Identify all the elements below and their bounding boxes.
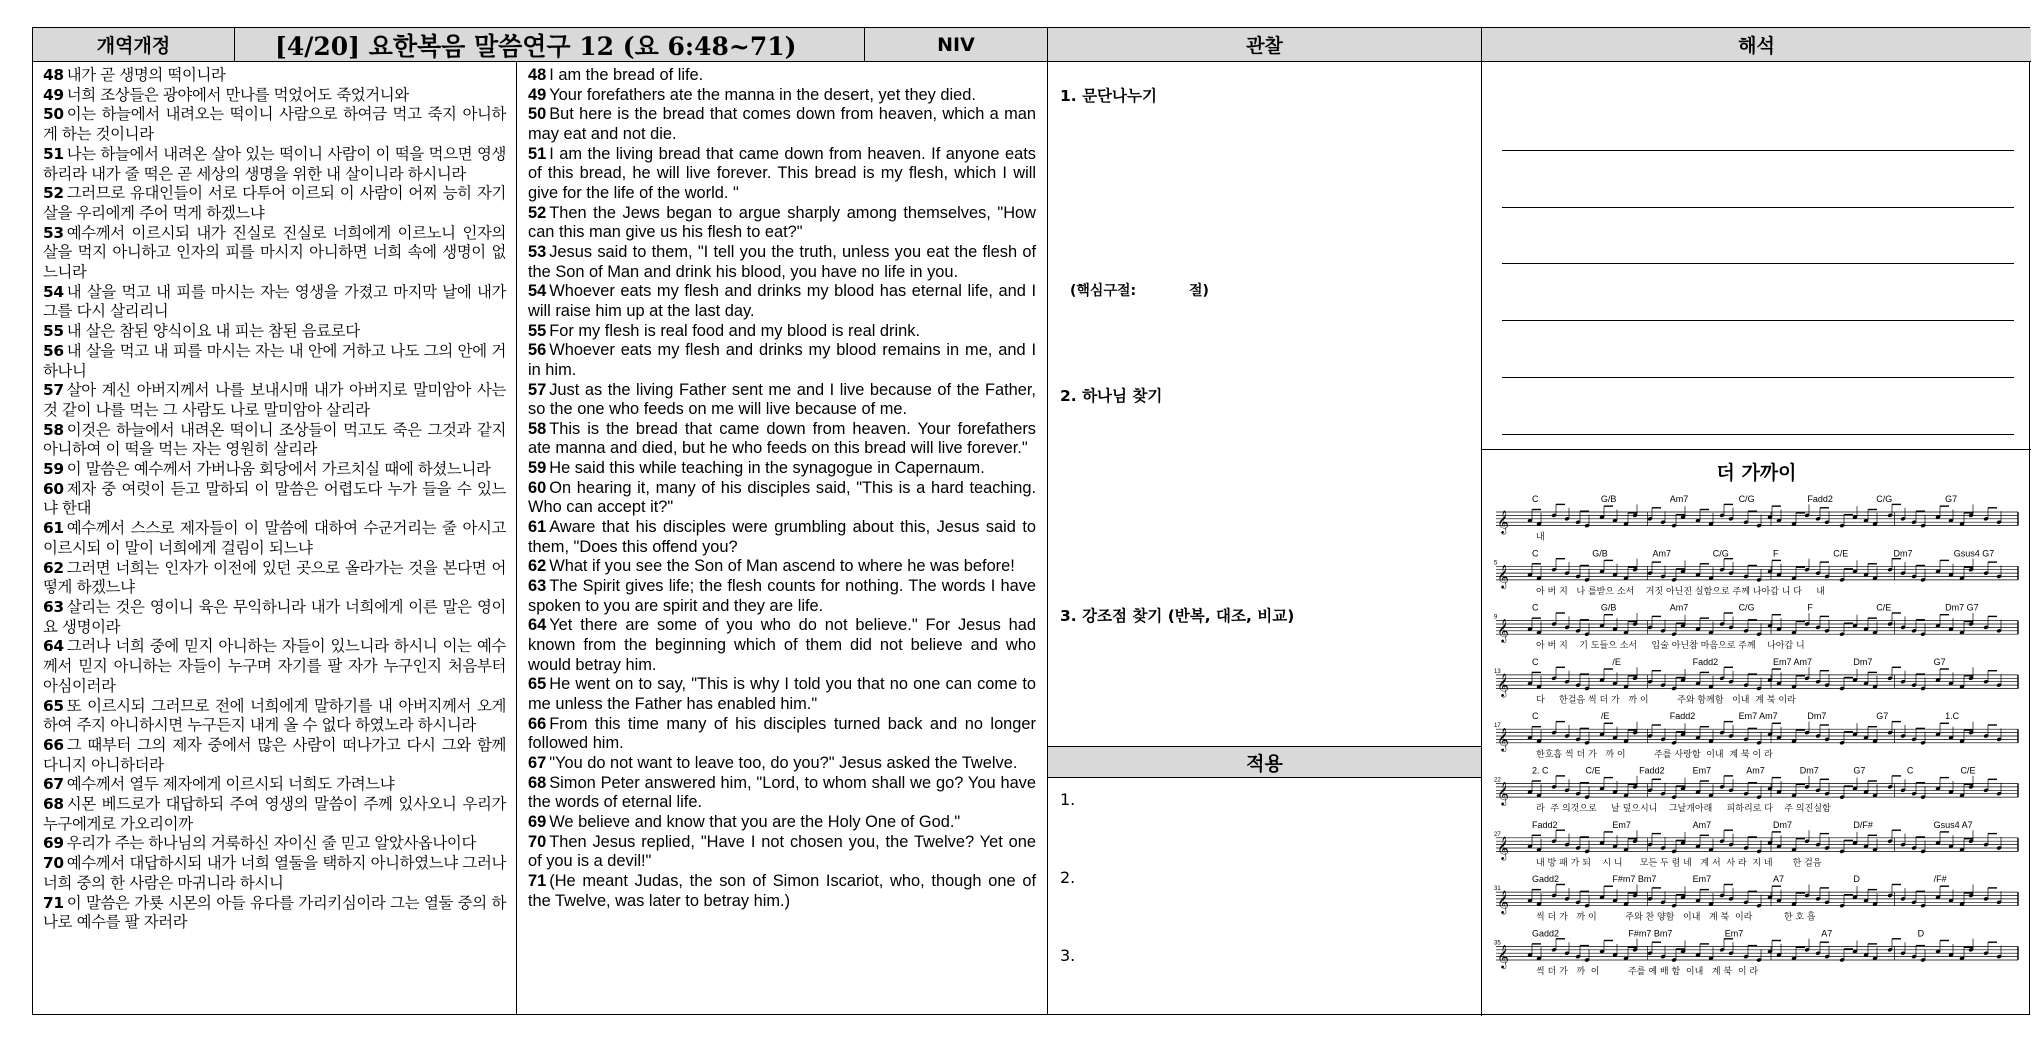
verse-number: 60 — [43, 479, 64, 498]
verse-text: 너희 조상들은 광야에서 만나를 먹었어도 죽었거니와 — [66, 85, 409, 104]
verse — [43, 637, 506, 696]
verse — [43, 795, 506, 834]
chord-symbol: C — [1532, 548, 1539, 559]
chord-symbol: Em7 — [1692, 765, 1712, 776]
treble-clef: 𝄞 — [1497, 889, 1509, 914]
verse-number: 54 — [43, 282, 64, 301]
music-system — [1494, 766, 2018, 815]
treble-clef: 𝄞 — [1497, 944, 1509, 968]
chord-symbol: A7 — [1821, 928, 1833, 939]
chord-symbol: F — [1773, 548, 1779, 559]
chord-symbol: Dm7 — [1853, 656, 1873, 667]
niv-text-column — [517, 62, 1048, 1014]
chord-symbol: G/B — [1592, 548, 1608, 559]
chord-symbol: C — [1532, 602, 1539, 613]
verse-text: 내 살을 먹고 내 피를 마시는 자는 영생을 가졌고 마지막 날에 내가 그를 다시 살리리니 — [43, 282, 506, 321]
verse — [43, 894, 506, 933]
verse-text: Whoever eats my flesh and drinks my blood has eternal life, and I will raise him up at the last day. — [528, 282, 1036, 320]
verse-text: Your forefathers ate the manna in the desert, yet they died. — [549, 85, 976, 104]
verse — [528, 322, 1036, 342]
chord-symbol: C/E — [1585, 765, 1601, 776]
treble-clef: 𝄞 — [1497, 835, 1509, 860]
lyrics-line: 아 버 지 나 를받으 소서 거짓 아닌진 실함으로 주께 나아갑 니 다 내 — [1536, 586, 1825, 597]
verse — [528, 105, 1036, 144]
korean-version-header: 개역개정 — [33, 28, 235, 62]
lyrics-line: 내 방 패 가 되 시 니 모든 두 렴 네 계 서 사 라 지 네 한 걸음 — [1536, 858, 1822, 869]
chord-symbol: C/G — [1738, 602, 1755, 613]
verse-text: 이 말씀은 예수께서 가버나움 회당에서 가르치실 때에 하셨느니라 — [66, 460, 491, 479]
verse-text: 예수께서 대답하시되 내가 너희 열둘을 택하지 아니하였느냐 그러나 너희 중의 한 사람은 마귀니라 하시니 — [43, 854, 506, 892]
verse-text: But here is the bread that comes down from heaven, which a man may eat and not die. — [528, 105, 1036, 143]
verse-text: Whoever eats my flesh and drinks my blood remains in me, and I in him. — [528, 341, 1036, 379]
verse-text: 예수께서 열두 제자에게 이르시되 너희도 가려느냐 — [66, 775, 395, 794]
verse — [528, 86, 1036, 106]
verse — [43, 224, 506, 283]
verse — [528, 616, 1036, 675]
verse — [528, 243, 1036, 282]
chord-symbol: G7 — [1853, 765, 1866, 776]
verse — [528, 204, 1036, 243]
chord-symbol: Gadd2 — [1532, 928, 1560, 939]
verse-number: 68 — [43, 795, 64, 814]
verse-text: Just as the living Father sent me and I live because of the Father, so the one who feeds on me will live because of me. — [528, 380, 1036, 419]
application-header: 적용 — [1048, 746, 1482, 778]
verse — [528, 754, 1036, 774]
observation-panel — [1048, 62, 1482, 777]
verse — [528, 872, 1036, 911]
verse-number: 55 — [528, 321, 547, 340]
verse-text: From this time many of his disciples turned back and no longer followed him. — [528, 714, 1036, 753]
writing-line — [1502, 434, 2014, 435]
chord-symbol: Em7 — [1612, 819, 1631, 830]
writing-line — [1502, 207, 2014, 208]
verse-text: 그러면 너희는 인자가 이전에 있던 곳으로 올라가는 것을 본다면 어떻게 하겠느냐 — [43, 558, 506, 597]
verse-text: 내가 곧 생명의 떡이니라 — [66, 66, 226, 84]
verse-text: 시몬 베드로가 대답하되 주여 영생의 말씀이 주께 있사오니 우리가 누구에게로 가오리이까 — [43, 795, 506, 833]
chord-symbol: Fadd2 — [1692, 656, 1719, 667]
chord-symbol: Em7 Am7 — [1773, 656, 1813, 667]
chord-symbol: D — [1917, 928, 1925, 939]
key-verse-label: (핵심구절: 절) — [1070, 283, 1209, 299]
verse-text: 우리가 주는 하나님의 거룩하신 자이신 줄 믿고 알았사옵나이다 — [66, 834, 476, 853]
verse-text: I am the living bread that came down from heaven. If anyone eats of this bread, he will live forever. This bread is my flesh, which I will give for the life of the world. " — [528, 144, 1036, 202]
treble-clef: 𝄞 — [1497, 563, 1509, 588]
verse-text: 이 말씀은 가룟 시몬의 아들 유다를 가리키심이라 그는 열둘 중의 하나로 예수를 팔 자러라 — [43, 893, 506, 932]
verse-number: 51 — [528, 144, 547, 163]
chord-symbol: Em7 — [1724, 928, 1744, 939]
treble-clef: 𝄞 — [1497, 618, 1509, 643]
verse — [43, 480, 506, 519]
verse-number: 49 — [43, 85, 64, 104]
lyrics-line: 한호흡 씩 더 가 까 이 주를 사랑함 이내 계 북 이 라 — [1536, 749, 1773, 760]
verse-number: 58 — [43, 420, 64, 439]
observation-item-find-god: 2. 하나님 찾기 — [1060, 387, 1163, 405]
sheet-music-score — [1482, 450, 2031, 1016]
verse-text: He went on to say, "This is why I told you that no one can come to me unless the Father has enabled him." — [528, 675, 1036, 713]
verse-number: 67 — [43, 775, 64, 794]
verse-number: 48 — [528, 66, 547, 84]
writing-line — [1502, 320, 2014, 321]
verse — [43, 283, 506, 322]
chord-symbol: C/G — [1738, 494, 1755, 504]
verse-number: 70 — [528, 832, 547, 851]
lyrics-line: 씩 더 가 까 이 주와 찬 양함 이내 계 북 이라 한 호 흡 — [1536, 912, 1816, 923]
verse-number: 50 — [528, 105, 547, 124]
verse — [43, 460, 506, 480]
verse — [528, 282, 1036, 321]
verse — [43, 559, 506, 598]
verse-number: 67 — [528, 753, 547, 772]
verse-number: 50 — [43, 105, 64, 124]
treble-clef: 𝄞 — [1497, 509, 1509, 534]
study-sheet — [32, 27, 2030, 1015]
verse-text: 그러므로 유대인들이 서로 다투어 이르되 이 사람이 어찌 능히 자기 살을 우리에게 주어 먹게 하겠느냐 — [43, 184, 506, 222]
chord-symbol: Fadd2 — [1639, 765, 1665, 776]
verse-number: 58 — [528, 419, 547, 438]
verse-text: 제자 중 여럿이 듣고 말하되 이 말씀은 어렵도다 누가 들을 수 있느냐 한대 — [43, 479, 506, 518]
verse-text: 내 살은 참된 양식이요 내 피는 참된 음료로다 — [66, 322, 360, 341]
verse — [43, 598, 506, 637]
verse-number: 69 — [43, 834, 64, 853]
verse — [528, 774, 1036, 813]
chord-symbol: Gsus4 A7 — [1933, 819, 1973, 830]
chord-symbol: Dm7 — [1799, 765, 1819, 776]
verse-number: 53 — [528, 242, 547, 261]
verse-number: 64 — [528, 616, 547, 635]
verse-number: 68 — [528, 773, 547, 792]
verse-text: (He meant Judas, the son of Simon Iscariot, who, though one of the Twelve, was later to betray him.) — [528, 871, 1036, 910]
music-system — [1494, 928, 2018, 977]
lyrics-line: 라 주 의것으로 날 덮으시니 그날개아래 피하리로 다 주 의진실함 — [1536, 804, 1831, 815]
chord-symbol: C — [1532, 711, 1539, 722]
measure-number: 22 — [1494, 777, 1501, 784]
verse-text: 또 이르시되 그러므로 전에 너희에게 말하기를 내 아버지께서 오게 하여 주지 아니하시면 누구든지 내게 올 수 없다 하였노라 하시니라 — [43, 696, 506, 735]
writing-line — [1502, 377, 2014, 378]
chord-symbol: 1.C — [1945, 711, 1960, 722]
verse-number: 65 — [43, 696, 64, 715]
verse-text: 내 살을 먹고 내 피를 마시는 자는 내 안에 거하고 나도 그의 안에 거하나니 — [43, 341, 506, 380]
verse-number: 60 — [528, 478, 547, 497]
verse-text: Yet there are some of you who do not believe." For Jesus had known from the beginning which of them did not believe and who would betray him. — [528, 616, 1036, 674]
korean-text-column — [33, 62, 517, 1014]
verse-text: Then Jesus replied, "Have I not chosen you, the Twelve? Yet one of you is a devil!" — [528, 832, 1036, 871]
chord-symbol: Dm7 — [1807, 711, 1827, 722]
verse — [528, 813, 1036, 833]
verse-text: On hearing it, many of his disciples said, "This is a hard teaching. Who can accept it?" — [528, 478, 1036, 517]
verse — [43, 381, 506, 420]
verse — [528, 557, 1036, 577]
chord-symbol: F — [1807, 602, 1813, 613]
chord-symbol: F#m7 Bm7 — [1628, 928, 1673, 939]
chord-symbol: Am7 — [1692, 819, 1712, 830]
measure-number: 13 — [1494, 668, 1501, 675]
writing-line — [1502, 263, 2014, 264]
application-item-1: 1. — [1060, 790, 1076, 809]
verse-number: 54 — [528, 282, 547, 301]
chord-symbol: Fadd2 — [1532, 819, 1558, 830]
verse-number: 52 — [43, 184, 64, 203]
verse-number: 65 — [528, 675, 547, 694]
verse — [43, 854, 506, 893]
verse — [528, 715, 1036, 754]
verse-number: 48 — [43, 66, 64, 84]
verse-number: 61 — [528, 518, 547, 537]
chord-symbol: Fadd2 — [1669, 711, 1696, 722]
verse — [528, 479, 1036, 518]
measure-number: 35 — [1494, 940, 1501, 947]
writing-line — [1502, 150, 2014, 151]
chord-symbol: D — [1853, 874, 1860, 885]
verse-number: 51 — [43, 144, 64, 163]
measure-number: 27 — [1494, 831, 1501, 838]
verse-text: 나는 하늘에서 내려온 살아 있는 떡이니 사람이 이 떡을 먹으면 영생하리라 내가 줄 떡은 곧 세상의 생명을 위한 내 살이니라 하시니라 — [43, 144, 506, 183]
measure-number: 9 — [1494, 614, 1498, 621]
music-system — [1494, 548, 2018, 597]
measure-number: 31 — [1494, 886, 1501, 893]
verse-text: 살아 계신 아버지께서 나를 보내시매 내가 아버지로 말미암아 사는 것 같이 나를 먹는 그 사람도 나로 말미암아 살리라 — [43, 381, 506, 419]
chord-symbol: Em7 Am7 — [1738, 711, 1778, 722]
chord-symbol: Dm7 — [1773, 819, 1793, 830]
verse — [43, 697, 506, 736]
chord-symbol: Am7 — [1746, 765, 1765, 776]
chord-symbol: /F# — [1933, 874, 1947, 885]
chord-symbol: A7 — [1773, 874, 1785, 885]
verse — [528, 518, 1036, 557]
verse-number: 62 — [528, 557, 547, 576]
verse-number: 61 — [43, 519, 64, 538]
verse-text: 이는 하늘에서 내려오는 떡이니 사람으로 하여금 먹고 죽지 아니하게 하는 것이니라 — [43, 105, 506, 144]
chord-symbol: 2. C — [1532, 765, 1549, 776]
verse-number: 71 — [528, 871, 547, 890]
chord-symbol: C — [1906, 765, 1914, 776]
verse-number: 49 — [528, 85, 547, 104]
observation-item-emphasis: 3. 강조점 찾기 (반복, 대조, 비교) — [1060, 607, 1295, 625]
chord-symbol: D/F# — [1853, 819, 1873, 830]
verse-number: 53 — [43, 223, 64, 242]
chord-symbol: Am7 — [1669, 494, 1689, 504]
verse-number: 66 — [528, 714, 547, 733]
verse-number: 56 — [528, 341, 547, 360]
verse-number: 59 — [528, 459, 547, 478]
application-item-2: 2. — [1060, 868, 1076, 887]
treble-clef: 𝄞 — [1497, 672, 1509, 697]
interpretation-header: 해석 — [1482, 28, 2031, 62]
verse — [528, 341, 1036, 380]
verse-number: 66 — [43, 735, 64, 754]
treble-clef: 𝄞 — [1497, 781, 1509, 806]
verse-text: Jesus said to them, "I tell you the truth, unless you eat the flesh of the Son of Man and drink his blood, you have no life in you. — [528, 242, 1036, 281]
page-title: [4/20] 요한복음 말씀연구 12 (요 6:48~71) — [235, 28, 865, 62]
measure-number: 5 — [1494, 560, 1498, 567]
interpretation-panel — [1482, 62, 2031, 450]
music-system — [1494, 874, 2018, 923]
chord-symbol: Dm7 G7 — [1945, 602, 1979, 613]
chord-symbol: Am7 — [1669, 602, 1689, 613]
lyrics-line: 내 — [1536, 532, 1545, 543]
verse-text: Simon Peter answered him, "Lord, to whom shall we go? You have the words of eternal life. — [528, 773, 1036, 812]
verse-number: 64 — [43, 637, 64, 656]
verse-text: 이것은 하늘에서 내려온 떡이니 조상들이 먹고도 죽은 그것과 같지 아니하여 이 떡을 먹는 자는 영원히 살리라 — [43, 420, 506, 459]
verse — [528, 577, 1036, 616]
music-system — [1494, 603, 2018, 652]
chord-symbol: C/G — [1876, 494, 1893, 504]
verse-number: 71 — [43, 893, 64, 912]
verse-number: 59 — [43, 460, 64, 479]
chord-symbol: Fadd2 — [1807, 494, 1833, 504]
chord-symbol: /E — [1612, 656, 1621, 667]
verse — [43, 736, 506, 775]
verse-text: 살리는 것은 영이니 육은 무익하니라 내가 너희에게 이른 말은 영이요 생명이라 — [43, 597, 506, 636]
verse-text: Then the Jews began to argue sharply among themselves, "How can this man give us his flesh to eat?" — [528, 203, 1036, 242]
music-system — [1494, 711, 2018, 760]
treble-clef: 𝄞 — [1497, 726, 1509, 751]
verse — [528, 833, 1036, 872]
application-item-3: 3. — [1060, 946, 1076, 965]
verse-number: 52 — [528, 203, 547, 222]
application-panel — [1048, 778, 1482, 1016]
verse-text: Aware that his disciples were grumbling about this, Jesus said to them, "Does this offend you? — [528, 518, 1036, 556]
verse — [43, 66, 506, 86]
chord-symbol: Dm7 — [1893, 548, 1913, 559]
music-system — [1494, 657, 2018, 706]
verse-text: I am the bread of life. — [549, 66, 704, 84]
chord-symbol: G7 — [1933, 656, 1946, 667]
chord-symbol: Em7 — [1692, 874, 1712, 885]
lyrics-line: 다 한걸음 씩 더 가 까 이 주와 함께함 이내 계 북 이라 — [1536, 695, 1796, 706]
verse — [43, 342, 506, 381]
verse — [528, 420, 1036, 459]
verse-text: What if you see the Son of Man ascend to where he was before! — [549, 557, 1015, 576]
music-system — [1496, 494, 2018, 543]
verse-number: 63 — [43, 597, 64, 616]
verse — [43, 105, 506, 144]
verse — [43, 322, 506, 342]
chord-symbol: F#m7 Bm7 — [1612, 874, 1657, 885]
measure-number: 17 — [1494, 723, 1501, 730]
verse — [528, 145, 1036, 204]
verse — [43, 86, 506, 106]
chord-symbol: G/B — [1600, 602, 1617, 613]
verse — [43, 421, 506, 460]
chord-symbol: Gsus4 G7 — [1953, 548, 1995, 559]
verse — [528, 381, 1036, 420]
verse — [528, 459, 1036, 479]
verse-text: "You do not want to leave too, do you?" Jesus asked the Twelve. — [549, 753, 1018, 772]
observation-header: 관찰 — [1048, 28, 1482, 62]
verse — [43, 834, 506, 854]
chord-symbol: C — [1532, 656, 1539, 667]
verse-text: 그 때부터 그의 제자 중에서 많은 사람이 떠나가고 다시 그와 함께 다니지 아니하더라 — [43, 735, 506, 774]
chord-symbol: C/G — [1712, 548, 1729, 559]
verse-text: 예수께서 스스로 제자들이 이 말씀에 대하여 수군거리는 줄 아시고 이르시되 이 말이 너희에게 걸림이 되느냐 — [43, 519, 506, 557]
music-system — [1494, 820, 2018, 869]
verse-number: 56 — [43, 341, 64, 360]
chord-symbol: Gadd2 — [1532, 874, 1560, 885]
chord-symbol: /E — [1600, 711, 1610, 722]
verse-text: We believe and know that you are the Holy One of God." — [549, 812, 961, 831]
verse-text: The Spirit gives life; the flesh counts for nothing. The words I have spoken to you are spirit and they are life. — [528, 577, 1036, 615]
verse — [43, 145, 506, 184]
lyrics-line: 씩 더 가 까 이 주를 예 배 함 이내 계 북 이 라 — [1536, 967, 1759, 977]
verse — [528, 675, 1036, 714]
verse-number: 69 — [528, 812, 547, 831]
verse-number: 57 — [43, 381, 64, 400]
observation-item-paragraphs: 1. 문단나누기 — [1060, 87, 1157, 105]
niv-header: NIV — [865, 28, 1048, 62]
verse — [528, 66, 1036, 86]
verse-number: 57 — [528, 380, 547, 399]
verse-number: 55 — [43, 322, 64, 341]
verse — [43, 775, 506, 795]
sheet-music-panel — [1482, 450, 2031, 1016]
chord-symbol: C/E — [1960, 765, 1976, 776]
verse-text: 예수께서 이르시되 내가 진실로 진실로 너희에게 이르노니 인자의 살을 먹지 아니하고 인자의 피를 마시지 아니하면 너희 속에 생명이 없느니라 — [43, 223, 506, 282]
verse-text: He said this while teaching in the synagogue in Capernaum. — [549, 459, 985, 478]
song-title: 더 가까이 — [1716, 462, 1797, 484]
lyrics-line: 아 버 지 기 도들으 소서 입술 아닌참 마음으로 주께 나아갑 니 — [1536, 641, 1805, 652]
verse — [43, 184, 506, 223]
chord-symbol: G7 — [1945, 494, 1958, 504]
verse-text: This is the bread that came down from heaven. Your forefathers ate manna and died, but he who feeds on this bread will live forever." — [528, 419, 1036, 458]
chord-symbol: G/B — [1600, 494, 1617, 504]
chord-symbol: Am7 — [1652, 548, 1672, 559]
chord-symbol: G7 — [1876, 711, 1889, 722]
verse-number: 62 — [43, 558, 64, 577]
verse-number: 70 — [43, 854, 64, 873]
verse — [43, 519, 506, 558]
chord-symbol: C/E — [1833, 548, 1849, 559]
verse-text: For my flesh is real food and my blood is real drink. — [549, 321, 921, 340]
chord-symbol: C/E — [1876, 602, 1892, 613]
chord-symbol: C — [1532, 494, 1539, 504]
verse-text: 그러나 너희 중에 믿지 아니하는 자들이 있느니라 하시니 이는 예수께서 믿지 아니하는 자들이 누구며 자기를 팔 자가 누구인지 처음부터 아심이러라 — [43, 637, 506, 695]
verse-number: 63 — [528, 577, 547, 596]
